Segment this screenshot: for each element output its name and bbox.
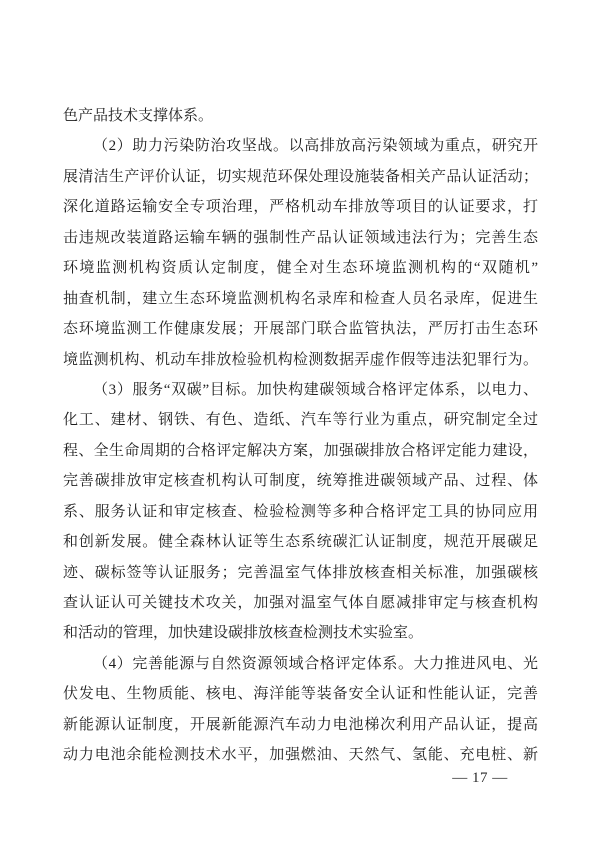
body-text-line: 环境监测机构资质认定制度，健全对生态环境监测机构的“双随机” <box>63 260 538 277</box>
body-text-line: （4）完善能源与自然资源领域合格评定体系。大力推进风电、光 <box>93 655 538 672</box>
body-text-line: （2）助力污染防治攻坚战。以高排放高污染领域为重点，研究开 <box>93 138 538 155</box>
body-text-line: （3）服务“双碳”目标。加快构建碳领域合格评定体系，以电力、 <box>93 381 538 398</box>
body-text-line: 境监测机构、机动车排放检验机构检测数据弄虚作假等违法犯罪行为。 <box>63 351 538 368</box>
body-text-line: 抽查机制，建立生态环境监测机构名录库和检查人员名录库，促进生 <box>63 290 538 307</box>
body-text-line: 展清洁生产评价认证，切实规范环保处理设施装备相关产品认证活动； <box>63 168 538 185</box>
body-text-line: 动力电池余能检测技术水平，加强燃油、天然气、氢能、充电桩、新 <box>63 747 538 764</box>
body-text-line: 程、全生命周期的合格评定解决方案，加强碳排放合格评定能力建设， <box>63 442 538 459</box>
body-text-line: 深化道路运输安全专项治理，严格机动车排放等项目的认证要求，打 <box>63 199 538 216</box>
page-body-text <box>63 101 538 771</box>
body-text-line: 系、服务认证和审定核查、检验检测等多种合格评定工具的协同应用 <box>63 503 538 520</box>
body-text-line: 新能源认证制度，开展新能源汽车动力电池梯次利用产品认证，提高 <box>63 716 538 733</box>
page-number: — 17 — <box>452 770 508 786</box>
body-text-line: 和创新发展。健全森林认证等生态系统碳汇认证制度，规范开展碳足 <box>63 534 538 551</box>
body-text-line: 态环境监测工作健康发展；开展部门联合监管执法，严厉打击生态环 <box>63 321 538 338</box>
body-text-line: 伏发电、生物质能、核电、海洋能等装备安全认证和性能认证，完善 <box>63 686 538 703</box>
body-text-line: 完善碳排放审定核查机构认可制度，统筹推进碳领域产品、过程、体 <box>63 473 538 490</box>
body-text-line: 色产品技术支撑体系。 <box>63 108 214 124</box>
body-text-line: 查认证认可关键技术攻关，加强对温室气体自愿减排审定与核查机构 <box>63 595 538 611</box>
body-text-line: 击违规改装道路运输车辆的强制性产品认证领域违法行为；完善生态 <box>63 229 538 246</box>
body-text-line: 化工、建材、钢铁、有色、造纸、汽车等行业为重点，研究制定全过 <box>63 412 538 429</box>
body-text-line: 迹、碳标签等认证服务；完善温室气体排放核查相关标准，加强碳核 <box>63 564 538 581</box>
body-text-line: 和活动的管理，加快建设碳排放核查检测技术实验室。 <box>63 625 424 642</box>
